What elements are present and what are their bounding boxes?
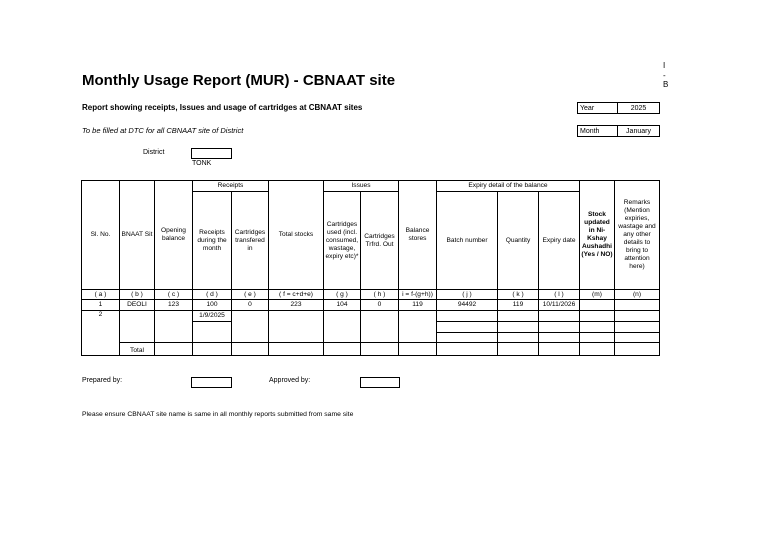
cell-batch[interactable] — [437, 311, 498, 322]
header-sl-no: Sl. No. — [82, 181, 120, 290]
code-cell: ( l ) — [539, 290, 580, 300]
cell-opening[interactable]: 123 — [155, 300, 193, 311]
approved-by-label: Approved by: — [269, 377, 311, 384]
cell-expiry[interactable]: 10/11/2026 — [539, 300, 580, 311]
cell-stock-updated[interactable] — [580, 322, 615, 333]
code-cell: ( k ) — [498, 290, 539, 300]
cell-receipts[interactable]: 100 — [193, 300, 232, 311]
corner-mark-mid: - — [663, 71, 666, 80]
cell-balance[interactable]: 119 — [399, 300, 437, 311]
header-total-stocks: Total stocks — [269, 181, 324, 290]
group-expiry-detail: Expiry detail of the balance — [437, 181, 580, 192]
cell-receipts[interactable] — [193, 322, 232, 343]
code-cell: ( f = c+d+e) — [269, 290, 324, 300]
month-label: Month — [578, 126, 618, 136]
total-cell[interactable] — [361, 343, 399, 356]
header-remarks: Remarks (Mention expiries, wastage and any other details to bring to attention here) — [615, 181, 660, 290]
total-cell[interactable] — [269, 343, 324, 356]
group-issues: Issues — [324, 181, 399, 192]
total-cell[interactable] — [155, 343, 193, 356]
cell-remarks[interactable] — [615, 333, 660, 343]
cell-balance[interactable] — [399, 311, 437, 343]
header-cartridges-used: Cartridges used (incl. consumed, wastage, expiry etc)* — [324, 192, 361, 290]
district-label: District — [143, 149, 165, 156]
cell-sl[interactable]: 1 — [82, 300, 120, 311]
cell-batch[interactable]: 94492 — [437, 300, 498, 311]
cell-sl[interactable]: 2 — [82, 311, 120, 356]
prepared-by-box[interactable] — [191, 377, 232, 388]
code-row — [82, 290, 660, 300]
header-batch-number: Batch number — [437, 192, 498, 290]
total-cell[interactable] — [193, 343, 232, 356]
code-cell: ( a ) — [82, 290, 120, 300]
fill-instruction: To be filled at DTC for all CBNAAT site of District — [82, 126, 244, 135]
total-cell[interactable] — [498, 343, 539, 356]
code-cell: ( b ) — [120, 290, 155, 300]
total-cell[interactable] — [232, 343, 269, 356]
cell-transferred-in[interactable]: 0 — [232, 300, 269, 311]
cell-opening[interactable] — [155, 311, 193, 343]
cell-transferred-in[interactable] — [232, 311, 269, 343]
cell-trfd-out[interactable] — [361, 311, 399, 343]
header-trfd-out: Cartridges Trfrd. Out — [361, 192, 399, 290]
month-field[interactable] — [577, 125, 660, 137]
code-cell: ( h ) — [361, 290, 399, 300]
header-stock-updated: Stock updated in Ni-Kshay Aushadhi (Yes / NO) — [580, 181, 615, 290]
total-cell[interactable] — [399, 343, 437, 356]
cell-remarks[interactable] — [615, 322, 660, 333]
district-input-box[interactable] — [191, 148, 232, 159]
total-label: Total — [120, 343, 155, 356]
cell-trfd-out[interactable]: 0 — [361, 300, 399, 311]
corner-mark-bottom: B — [663, 80, 669, 89]
total-row — [82, 343, 660, 356]
cell-remarks[interactable] — [615, 300, 660, 311]
code-cell: ( d ) — [193, 290, 232, 300]
code-cell: ( j ) — [437, 290, 498, 300]
cell-total[interactable] — [269, 311, 324, 343]
code-cell: ( c ) — [155, 290, 193, 300]
total-cell[interactable] — [539, 343, 580, 356]
header-balance-stores: Balance stores — [399, 181, 437, 290]
cell-expiry[interactable] — [539, 311, 580, 322]
group-receipts: Receipts — [193, 181, 269, 192]
header-opening-balance: Opening balance — [155, 181, 193, 290]
year-value[interactable]: 2025 — [630, 104, 647, 112]
cell-site[interactable] — [120, 311, 155, 343]
usage-report-table — [81, 180, 660, 356]
report-title: Monthly Usage Report (MUR) - CBNAAT site — [82, 72, 396, 89]
cell-quantity[interactable] — [498, 311, 539, 322]
cell-remarks[interactable] — [615, 311, 660, 322]
year-label: Year — [578, 103, 618, 113]
code-cell: ( g ) — [324, 290, 361, 300]
header-receipts: Receipts during the month — [193, 192, 232, 290]
cell-expiry[interactable] — [539, 322, 580, 333]
cell-total[interactable]: 223 — [269, 300, 324, 311]
cell-batch[interactable] — [437, 333, 498, 343]
table-row — [82, 300, 660, 311]
cell-expiry[interactable] — [539, 333, 580, 343]
total-cell[interactable] — [324, 343, 361, 356]
report-subtitle: Report showing receipts, Issues and usage of cartridges at CBNAAT sites — [82, 103, 363, 112]
header-expiry-date: Expiry date — [539, 192, 580, 290]
header-quantity: Quantity — [498, 192, 539, 290]
total-cell[interactable] — [580, 343, 615, 356]
approved-by-box[interactable] — [360, 377, 400, 388]
cell-used[interactable]: 104 — [324, 300, 361, 311]
cell-site[interactable]: DEOLI — [120, 300, 155, 311]
month-value[interactable]: January — [626, 127, 651, 135]
code-cell: i = f-(g+h)) — [399, 290, 437, 300]
total-cell[interactable] — [615, 343, 660, 356]
table-row — [82, 311, 660, 322]
header-site: BNAAT Sit — [120, 181, 155, 290]
total-cell[interactable] — [437, 343, 498, 356]
code-cell: (m) — [580, 290, 615, 300]
cell-quantity[interactable] — [498, 333, 539, 343]
cell-quantity[interactable]: 119 — [498, 300, 539, 311]
cell-stock-updated[interactable] — [580, 300, 615, 311]
cell-stock-updated[interactable] — [580, 311, 615, 322]
footer-note: Please ensure CBNAAT site name is same in all monthly reports submitted from same site — [82, 411, 354, 418]
cell-used[interactable] — [324, 311, 361, 343]
cell-stock-updated[interactable] — [580, 333, 615, 343]
prepared-by-label: Prepared by: — [82, 377, 123, 384]
code-cell: (n) — [615, 290, 660, 300]
header-transferred-in: Cartridges transfered in — [232, 192, 269, 290]
cell-batch[interactable] — [437, 322, 498, 333]
cell-quantity[interactable] — [498, 322, 539, 333]
cell-receipts[interactable]: 1/9/2025 — [193, 311, 232, 322]
year-field[interactable] — [577, 102, 660, 114]
code-cell: ( e ) — [232, 290, 269, 300]
corner-mark-top: I — [663, 61, 666, 70]
group-header-row — [82, 181, 660, 192]
district-value: TONK — [192, 160, 212, 167]
